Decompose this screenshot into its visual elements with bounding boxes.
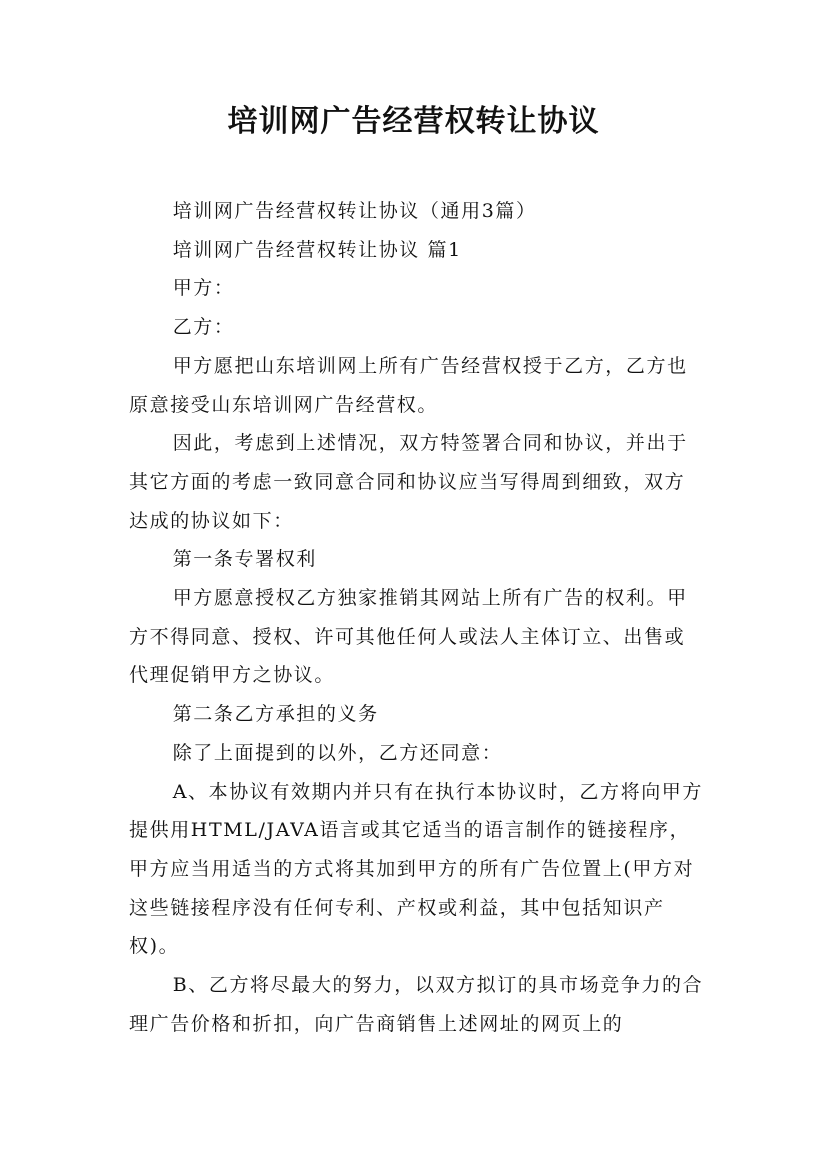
paragraph-subtitle: 培训网广告经营权转让协议（通用3篇） — [172, 200, 537, 222]
document-title: 培训网广告经营权转让协议 — [227, 104, 600, 139]
paragraph-considerations: 因此，考虑到上述情况，双方特签署合同和协议，并出于其它方面的考虑一致同意合同和协议应当写得周到细致，双方达成的协议如下： — [129, 432, 688, 532]
document-body — [129, 192, 704, 1043]
paragraph-party-b: 乙方： — [172, 316, 235, 339]
paragraph-section-heading: 培训网广告经营权转让协议 篇1 — [172, 238, 462, 261]
paragraph-article-1-body: 甲方愿意授权乙方独家推销其网站上所有广告的权利。甲方不得同意、授权、许可其他任何人或法人主体订立、出售或代理促销甲方之协议。 — [129, 587, 688, 687]
paragraph-article-2-heading: 第二条乙方承担的义务 — [172, 703, 379, 726]
paragraph-clause-b: B、乙方将尽最大的努力，以双方拟订的具市场竞争力的合理广告价格和折扣，向广告商销售上述网址的网页上的 — [129, 974, 704, 1035]
paragraph-article-2-intro: 除了上面提到的以外，乙方还同意： — [172, 741, 503, 764]
paragraph-party-a: 甲方： — [172, 277, 235, 300]
paragraph-article-1-heading: 第一条专署权利 — [172, 548, 317, 571]
paragraph-clause-a: A、本协议有效期内并只有在执行本协议时，乙方将向甲方提供用HTML/JAVA语言或其它适当的语言制作的链接程序，甲方应当用适当的方式将其加到甲方的所有广告位置上(甲方对这些链接程序没有任何专利、产权或利益，其中包括知识产权)。 — [129, 780, 704, 958]
paragraph-grant: 甲方愿把山东培训网上所有广告经营权授于乙方，乙方也原意接受山东培训网广告经营权。 — [129, 354, 688, 416]
